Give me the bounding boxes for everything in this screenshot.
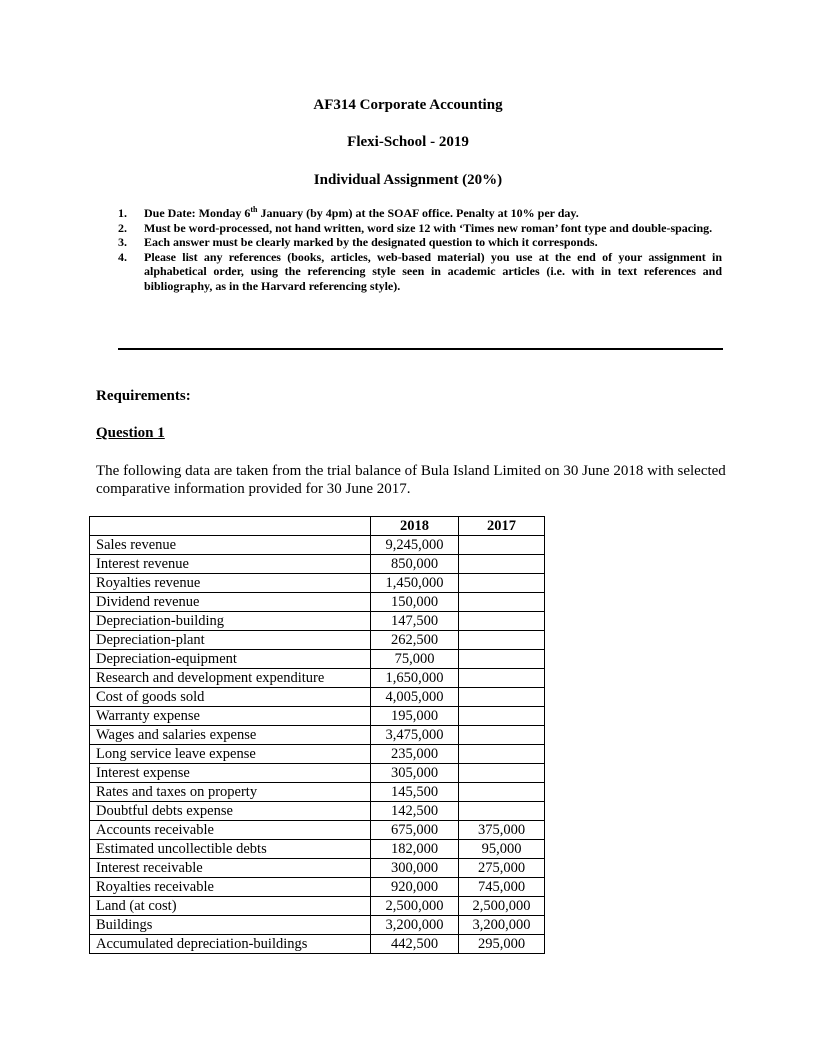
row-label: Long service leave expense bbox=[90, 745, 371, 764]
value-2018: 75,000 bbox=[371, 650, 459, 669]
instruction-number: 1. bbox=[118, 206, 127, 220]
row-label: Doubtful debts expense bbox=[90, 802, 371, 821]
value-2018: 675,000 bbox=[371, 821, 459, 840]
value-2018: 920,000 bbox=[371, 878, 459, 897]
trial-balance-table bbox=[89, 516, 545, 954]
table-row bbox=[90, 840, 545, 859]
row-label: Research and development expenditure bbox=[90, 669, 371, 688]
instruction-text: Please list any references (books, articles, web-based material) you use at the end of your assignment in alphabetical order, using the referencing style seen in academic articles (i.e. with in text references and bibliography, as in the Harvard referencing style). bbox=[144, 249, 722, 293]
value-2017 bbox=[459, 612, 545, 631]
table-row bbox=[90, 593, 545, 612]
requirements-heading: Requirements: bbox=[96, 388, 191, 404]
instruction-item bbox=[118, 235, 722, 250]
value-2018: 300,000 bbox=[371, 859, 459, 878]
value-2018: 147,500 bbox=[371, 612, 459, 631]
value-2018: 305,000 bbox=[371, 764, 459, 783]
value-2018: 142,500 bbox=[371, 802, 459, 821]
value-2017 bbox=[459, 650, 545, 669]
instruction-number: 2. bbox=[118, 220, 127, 235]
value-2017: 2,500,000 bbox=[459, 897, 545, 916]
instruction-number: 3. bbox=[118, 235, 127, 250]
table-header-label bbox=[90, 517, 371, 536]
value-2018: 145,500 bbox=[371, 783, 459, 802]
value-2017: 745,000 bbox=[459, 878, 545, 897]
row-label: Depreciation-building bbox=[90, 612, 371, 631]
row-label: Accounts receivable bbox=[90, 821, 371, 840]
row-label: Depreciation-equipment bbox=[90, 650, 371, 669]
row-label: Warranty expense bbox=[90, 707, 371, 726]
instruction-item bbox=[118, 221, 722, 236]
horizontal-divider bbox=[118, 348, 723, 350]
row-label: Land (at cost) bbox=[90, 897, 371, 916]
row-label: Wages and salaries expense bbox=[90, 726, 371, 745]
document-title: AF314 Corporate Accounting bbox=[313, 97, 503, 113]
row-label: Cost of goods sold bbox=[90, 688, 371, 707]
value-2017: 95,000 bbox=[459, 840, 545, 859]
table-row bbox=[90, 935, 545, 954]
table-header-2018: 2018 bbox=[371, 517, 459, 536]
value-2017 bbox=[459, 745, 545, 764]
value-2017 bbox=[459, 631, 545, 650]
instruction-item bbox=[118, 250, 722, 294]
table-row bbox=[90, 669, 545, 688]
value-2018: 1,650,000 bbox=[371, 669, 459, 688]
value-2017 bbox=[459, 574, 545, 593]
table-row bbox=[90, 878, 545, 897]
value-2017 bbox=[459, 669, 545, 688]
value-2017 bbox=[459, 555, 545, 574]
value-2018: 3,475,000 bbox=[371, 726, 459, 745]
question-intro-text: The following data are taken from the trial balance of Bula Island Limited on 30 June 2018 with selected comparative information provided for 30 June 2017. bbox=[96, 463, 726, 497]
instruction-number: 4. bbox=[118, 249, 127, 264]
value-2018: 195,000 bbox=[371, 707, 459, 726]
table-row bbox=[90, 897, 545, 916]
instructions-list bbox=[118, 206, 722, 294]
table-row bbox=[90, 707, 545, 726]
row-label: Estimated uncollectible debts bbox=[90, 840, 371, 859]
value-2018: 442,500 bbox=[371, 935, 459, 954]
value-2018: 1,450,000 bbox=[371, 574, 459, 593]
table-header-row bbox=[90, 517, 545, 536]
table-row bbox=[90, 555, 545, 574]
row-label: Rates and taxes on property bbox=[90, 783, 371, 802]
row-label: Interest revenue bbox=[90, 555, 371, 574]
value-2018: 2,500,000 bbox=[371, 897, 459, 916]
instruction-text: Due Date: Monday 6th January (by 4pm) at the SOAF office. Penalty at 10% per day. bbox=[144, 205, 579, 220]
value-2017 bbox=[459, 707, 545, 726]
value-2018: 182,000 bbox=[371, 840, 459, 859]
assignment-heading: Individual Assignment (20%) bbox=[313, 172, 503, 188]
value-2018: 150,000 bbox=[371, 593, 459, 612]
value-2017: 375,000 bbox=[459, 821, 545, 840]
value-2017 bbox=[459, 688, 545, 707]
table-row bbox=[90, 612, 545, 631]
table-row bbox=[90, 859, 545, 878]
instruction-item bbox=[118, 206, 722, 221]
value-2017 bbox=[459, 726, 545, 745]
instruction-text: Must be word-processed, not hand written, word size 12 with ‘Times new roman’ font type and double-spacing. bbox=[144, 220, 713, 235]
row-label: Accumulated depreciation-buildings bbox=[90, 935, 371, 954]
table-row bbox=[90, 821, 545, 840]
value-2018: 3,200,000 bbox=[371, 916, 459, 935]
table-header-2017: 2017 bbox=[459, 517, 545, 536]
value-2018: 235,000 bbox=[371, 745, 459, 764]
table-row bbox=[90, 764, 545, 783]
value-2018: 850,000 bbox=[371, 555, 459, 574]
table-row bbox=[90, 916, 545, 935]
value-2018: 9,245,000 bbox=[371, 536, 459, 555]
table-row bbox=[90, 574, 545, 593]
table-row bbox=[90, 688, 545, 707]
document-subtitle: Flexi-School - 2019 bbox=[347, 134, 469, 150]
table-row bbox=[90, 726, 545, 745]
value-2017 bbox=[459, 783, 545, 802]
row-label: Buildings bbox=[90, 916, 371, 935]
value-2017 bbox=[459, 536, 545, 555]
table-row bbox=[90, 802, 545, 821]
row-label: Interest receivable bbox=[90, 859, 371, 878]
value-2018: 4,005,000 bbox=[371, 688, 459, 707]
question-heading: Question 1 bbox=[96, 425, 165, 441]
table-body bbox=[90, 536, 545, 954]
value-2017: 295,000 bbox=[459, 935, 545, 954]
row-label: Depreciation-plant bbox=[90, 631, 371, 650]
value-2018: 262,500 bbox=[371, 631, 459, 650]
row-label: Royalties revenue bbox=[90, 574, 371, 593]
value-2017 bbox=[459, 593, 545, 612]
value-2017 bbox=[459, 764, 545, 783]
table-row bbox=[90, 650, 545, 669]
table-row bbox=[90, 783, 545, 802]
value-2017 bbox=[459, 802, 545, 821]
table-row bbox=[90, 631, 545, 650]
value-2017: 3,200,000 bbox=[459, 916, 545, 935]
value-2017: 275,000 bbox=[459, 859, 545, 878]
row-label: Sales revenue bbox=[90, 536, 371, 555]
table-row bbox=[90, 745, 545, 764]
instruction-text: Each answer must be clearly marked by the designated question to which it corresponds. bbox=[144, 235, 598, 250]
row-label: Royalties receivable bbox=[90, 878, 371, 897]
row-label: Interest expense bbox=[90, 764, 371, 783]
table-row bbox=[90, 536, 545, 555]
row-label: Dividend revenue bbox=[90, 593, 371, 612]
